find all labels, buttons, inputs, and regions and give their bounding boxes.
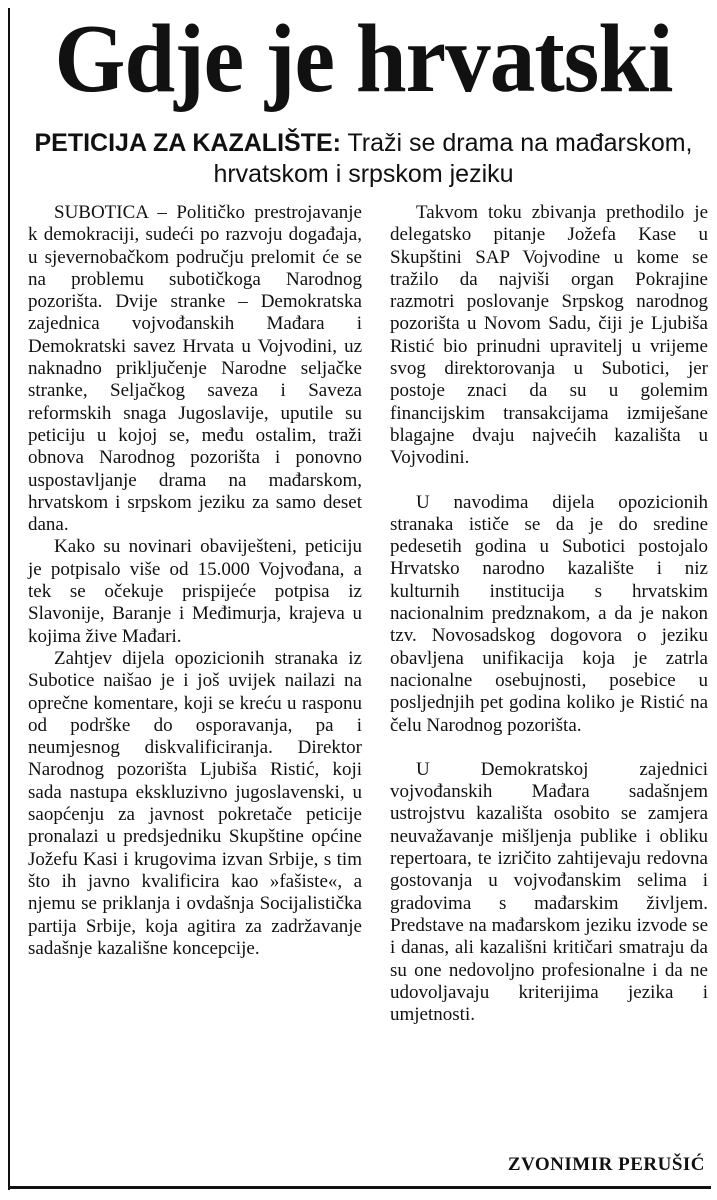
paragraph-right-1: Takvom toku zbivanja prethodilo je delegatsko pitanje Jožefa Kase u Skupštini SAP Vojvodine u kome se tražilo da najviši organ Pokrajine razmotri poslovanje Srpskog narodnog pozorišta u Novom Sadu, čiji je Ljubiša Ristić bio prinudni upravitelj u vrijeme svog direktorovanja u Subotici, jer postoje znaci da su u golemim financijskim transakcijama izmiješane blagajne dvaju najvećih kazališta u Vojvodini.: [390, 202, 708, 469]
paragraph-right-3: U Demokratskoj zajednici vojvođanskih Mađara sadašnjem ustrojstvu kazališta osobito se zamjera neuvažavanje mišljenja publike i obliku repertoara, te izričito zahtijevaju redovna gostovanja u vojvođanskim selima i gradovima s mađarskim življem. Predstave na mađarskom jeziku izvode se i danas, ali kazališni kritičari smatraju da su one nedovoljno profesionalne i da ne udovoljavaju kriterijima jezika i umjetnosti.: [390, 758, 708, 1026]
headline: Gdje je hrvatski: [54, 5, 673, 113]
subheadline: [24, 128, 703, 190]
paragraph-left-3: Zahtjev dijela opozicionih stranaka iz Subotice naišao je i još uvijek nailazi na oprečne komentare, koji se kreću u rasponu od podrške do osporavanja, pa i neumjesnog diskvalificiranja. Direktor Narodnog pozorišta Ljubiša Ristić, koji sada nastupa ekskluzivno jugoslavenski, u saopćenju za javnost pokretače peticije pronalazi u predsjedniku Skupštine općine Jožefu Kasi i krugovima izvan Srbije, s tim što ih javno kvalificira kao »fašiste«, a njemu se priklanja i ovdašnja Socijalistička partija Srbije, koja agitira za zadržavanje sadašnje kazališne koncepcije.: [28, 647, 362, 959]
subhead-text: Traži se drama na mađarskom, hrvatskom i srpskom jeziku: [213, 129, 693, 188]
article-column-left: [28, 202, 362, 960]
subhead-kicker: PETICIJA ZA KAZALIŠTE:: [34, 129, 341, 157]
byline: ZVONIMIR PERUŠIĆ: [507, 1154, 705, 1175]
paragraph-left-1: SUBOTICA – Političko prestrojavanje k demokraciji, sudeći po razvoju događaja, u sjevernobačkom području prelomit će se na problemu subotičkoga Narodnog pozorišta. Dvije stranke – Demokratska zajednica vojvođanskih Mađara i Demokratski savez Hrvata u Vojvodini, uz naknadno priključenje Narodne seljačke stranke, Seljačkog saveza i Saveza reformskih snaga Jugoslavije, uputile su peticiju u kojoj se, među ostalim, traži obnova Narodnog pozorišta i ponovno uspostavljanje drama na mađarskom, hrvatskom i srpskom jeziku za samo deset dana.: [28, 202, 362, 536]
paragraph-right-2: U navodima dijela opozicionih stranaka ističe se da je do sredine pedesetih godina u Subotici postojalo Hrvatsko narodno kazalište i niz kulturnih institucija s hrvatskim nacionalnim predznakom, a da je nakon tzv. Novosadskog dogovora o jeziku obavljena unifikacija koja je zatrla nacionalne osebujnosti, posebice u posljednjih pet godina koliko je Ristić na čelu Narodnog pozorišta.: [390, 491, 708, 736]
left-border-rule: [8, 8, 10, 1190]
paragraph-left-2: Kako su novinari obaviješteni, peticiju je potpisalo više od 15.000 Vojvođana, a tek se očekuje prispijeće potpisa iz Slavonije, Baranje i Međimurja, krajeva u kojima žive Mađari.: [28, 536, 362, 647]
article-column-right: [390, 202, 708, 1026]
bottom-border-rule: [8, 1186, 711, 1189]
